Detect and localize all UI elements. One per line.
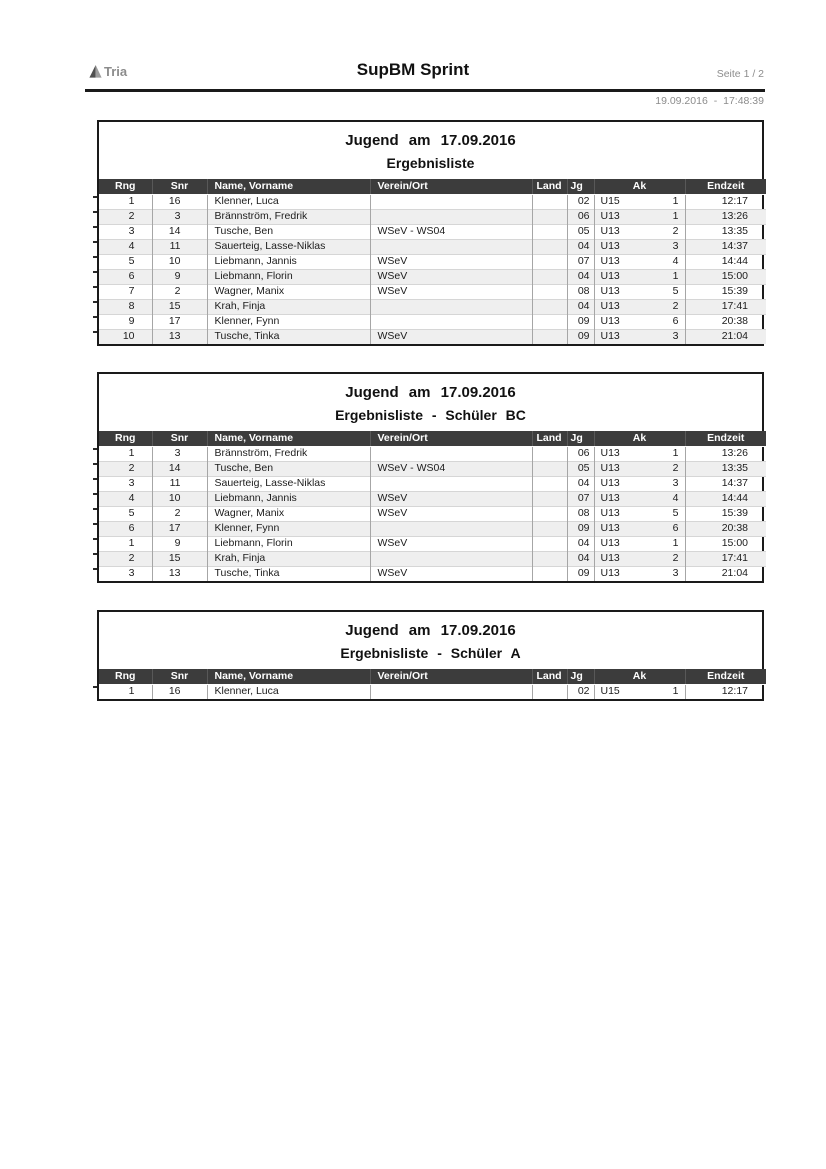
- cell-age-class-rank: 6: [639, 314, 685, 329]
- cell-club: WSeV - WS04: [370, 461, 532, 476]
- cell-rank: 3: [99, 476, 152, 491]
- cell-rank: 2: [99, 551, 152, 566]
- cell-name: Wagner, Manix: [207, 506, 370, 521]
- cell-start-number: 16: [152, 684, 207, 699]
- cell-age-class-rank: 1: [639, 269, 685, 284]
- cell-age-class-rank: 3: [639, 566, 685, 581]
- column-header-ak: Ak: [594, 669, 685, 684]
- table-subtitle: Ergebnisliste - Schüler BC: [335, 407, 526, 423]
- cell-finish-time: 21:04: [685, 329, 766, 344]
- cell-year-of-birth: 06: [567, 209, 594, 224]
- cell-country: [532, 194, 567, 209]
- cell-finish-time: 14:37: [685, 239, 766, 254]
- cell-name: Sauerteig, Lasse-Niklas: [207, 239, 370, 254]
- table-title: Jugend am 17.09.2016: [345, 384, 516, 401]
- table-row: [99, 536, 766, 551]
- results-section-schueler-a: [97, 610, 764, 701]
- table-row: [99, 254, 766, 269]
- cell-year-of-birth: 08: [567, 284, 594, 299]
- table-title: Jugend am 17.09.2016: [345, 622, 516, 639]
- cell-club: WSeV: [370, 566, 532, 581]
- column-header-land: Land: [532, 669, 567, 684]
- cell-club: WSeV: [370, 491, 532, 506]
- cell-year-of-birth: 09: [567, 314, 594, 329]
- column-header-name: Name, Vorname: [207, 179, 370, 194]
- cell-start-number: 14: [152, 224, 207, 239]
- cell-age-class-rank: 1: [639, 446, 685, 461]
- cell-country: [532, 491, 567, 506]
- table-row: [99, 521, 766, 536]
- cell-age-class: U13: [594, 329, 639, 344]
- cell-finish-time: 17:41: [685, 299, 766, 314]
- cell-start-number: 17: [152, 521, 207, 536]
- cell-year-of-birth: 04: [567, 269, 594, 284]
- column-header-verein-ort: Verein/Ort: [370, 431, 532, 446]
- cell-club: [370, 239, 532, 254]
- cell-country: [532, 239, 567, 254]
- cell-start-number: 9: [152, 536, 207, 551]
- cell-country: [532, 461, 567, 476]
- cell-finish-time: 20:38: [685, 521, 766, 536]
- cell-age-class-rank: 1: [639, 536, 685, 551]
- cell-age-class: U13: [594, 314, 639, 329]
- cell-name: Klenner, Fynn: [207, 521, 370, 536]
- cell-club: [370, 209, 532, 224]
- cell-year-of-birth: 08: [567, 506, 594, 521]
- cell-country: [532, 224, 567, 239]
- cell-name: Wagner, Manix: [207, 284, 370, 299]
- cell-year-of-birth: 04: [567, 299, 594, 314]
- cell-finish-time: 13:35: [685, 461, 766, 476]
- cell-age-class: U13: [594, 536, 639, 551]
- cell-rank: 2: [99, 461, 152, 476]
- table-row: [99, 224, 766, 239]
- cell-name: Sauerteig, Lasse-Niklas: [207, 476, 370, 491]
- table-row: [99, 491, 766, 506]
- cell-age-class: U13: [594, 254, 639, 269]
- cell-finish-time: 14:44: [685, 491, 766, 506]
- table-row: [99, 551, 766, 566]
- cell-finish-time: 13:26: [721, 447, 748, 459]
- column-header-row: [99, 669, 766, 684]
- cell-start-number: 11: [152, 239, 207, 254]
- cell-rank: 5: [99, 506, 152, 521]
- cell-finish-time: 20:38: [685, 314, 766, 329]
- table-row: [99, 314, 766, 329]
- cell-country: [532, 521, 567, 536]
- print-marks: [93, 686, 97, 701]
- cell-age-class-rank: 2: [639, 551, 685, 566]
- cell-year-of-birth: 04: [567, 476, 594, 491]
- table-row: [99, 299, 766, 314]
- table-subtitle: Ergebnisliste: [386, 155, 475, 171]
- cell-age-class: U13: [594, 239, 639, 254]
- cell-year-of-birth: 09: [567, 566, 594, 581]
- table-row: [99, 566, 766, 581]
- cell-finish-time: 13:26: [685, 209, 766, 224]
- cell-rank: 9: [99, 314, 152, 329]
- cell-year-of-birth: 09: [567, 329, 594, 344]
- results-section-schueler-bc: [97, 372, 764, 583]
- cell-age-class-rank: 5: [639, 506, 685, 521]
- cell-age-class: U13: [594, 224, 639, 239]
- cell-year-of-birth: 02: [567, 684, 594, 699]
- cell-club: WSeV: [370, 284, 532, 299]
- logo-text: Tria: [104, 64, 128, 79]
- cell-rank: 5: [99, 254, 152, 269]
- cell-country: [532, 329, 567, 344]
- cell-country: [532, 551, 567, 566]
- cell-country: [532, 566, 567, 581]
- cell-age-class-rank: 3: [639, 476, 685, 491]
- cell-start-number: 10: [152, 491, 207, 506]
- cell-rank: 7: [99, 284, 152, 299]
- cell-age-class: U13: [594, 299, 639, 314]
- cell-year-of-birth: 06: [567, 446, 594, 461]
- cell-age-class-rank: 4: [639, 491, 685, 506]
- cell-age-class-rank: 3: [639, 239, 685, 254]
- cell-name: Liebmann, Florin: [207, 536, 370, 551]
- table-row: [99, 684, 766, 699]
- cell-name: Brännström, Fredrik: [207, 209, 370, 224]
- cell-country: [532, 684, 567, 699]
- cell-name: Tusche, Ben: [207, 224, 370, 239]
- column-header-jg: Jg: [567, 669, 594, 684]
- table-row: [99, 194, 766, 209]
- cell-age-class: U15: [600, 195, 620, 207]
- cell-year-of-birth: 04: [567, 536, 594, 551]
- cell-club: [370, 551, 532, 566]
- cell-name: Klenner, Luca: [207, 194, 370, 209]
- cell-start-number: 11: [152, 476, 207, 491]
- cell-club: WSeV - WS04: [370, 224, 532, 239]
- cell-age-class: U13: [594, 476, 639, 491]
- cell-age-class: U13: [594, 551, 639, 566]
- cell-finish-time: 14:37: [685, 476, 766, 491]
- cell-age-class: U13: [594, 491, 639, 506]
- cell-age-class-rank: 5: [639, 284, 685, 299]
- table-row: [99, 329, 766, 344]
- column-header-verein-ort: Verein/Ort: [370, 669, 532, 684]
- cell-finish-time: 13:35: [685, 224, 766, 239]
- cell-start-number: 13: [152, 329, 207, 344]
- column-header-jg: Jg: [567, 179, 594, 194]
- column-header-row: [99, 179, 766, 194]
- cell-rank: 3: [99, 224, 152, 239]
- cell-year-of-birth: 07: [567, 491, 594, 506]
- cell-rank: 2: [99, 209, 152, 224]
- cell-age-class-rank: 1: [639, 684, 685, 699]
- cell-finish-time: 15:00: [685, 269, 766, 284]
- cell-country: [532, 299, 567, 314]
- cell-rank: 6: [99, 269, 152, 284]
- cell-finish-time: 12:17: [721, 195, 748, 207]
- cell-club: [370, 446, 532, 461]
- cell-rank: 6: [99, 521, 152, 536]
- cell-age-class: U13: [594, 284, 639, 299]
- cell-name: Tusche, Ben: [207, 461, 370, 476]
- cell-rank: 4: [99, 239, 152, 254]
- cell-club: WSeV: [370, 329, 532, 344]
- table-row: [99, 269, 766, 284]
- cell-name: Tusche, Tinka: [207, 566, 370, 581]
- cell-age-class: U13: [594, 506, 639, 521]
- cell-start-number: 2: [152, 506, 207, 521]
- results-section-jugend: [97, 120, 764, 346]
- header-rule: [85, 89, 765, 92]
- cell-rank: 1: [99, 446, 152, 461]
- cell-age-class: U13: [594, 566, 639, 581]
- column-header-endzeit: Endzeit: [685, 179, 766, 194]
- column-header-endzeit: Endzeit: [685, 669, 766, 684]
- cell-rank: 1: [99, 684, 152, 699]
- cell-start-number: 13: [152, 566, 207, 581]
- cell-club: WSeV: [370, 254, 532, 269]
- cell-finish-time: 21:04: [685, 566, 766, 581]
- cell-name: Klenner, Luca: [207, 684, 370, 699]
- cell-name: Krah, Finja: [207, 299, 370, 314]
- cell-start-number: 14: [152, 461, 207, 476]
- table-row: [99, 506, 766, 521]
- page-number: Seite 1 / 2: [716, 68, 764, 80]
- cell-rank: 4: [99, 491, 152, 506]
- cell-age-class-rank: 2: [639, 461, 685, 476]
- cell-country: [532, 536, 567, 551]
- cell-club: WSeV: [370, 269, 532, 284]
- cell-age-class: U13: [594, 461, 639, 476]
- column-header-verein-ort: Verein/Ort: [370, 179, 532, 194]
- cell-country: [532, 476, 567, 491]
- column-header-snr: Snr: [152, 669, 207, 684]
- cell-age-class: U13: [594, 209, 639, 224]
- cell-name: Tusche, Tinka: [207, 329, 370, 344]
- cell-start-number: 3: [152, 209, 207, 224]
- cell-start-number: 3: [152, 446, 207, 461]
- cell-age-class-rank: 6: [639, 521, 685, 536]
- table-row: [99, 461, 766, 476]
- cell-age-class-rank: 1: [639, 209, 685, 224]
- cell-country: [532, 506, 567, 521]
- cell-finish-time: 15:39: [685, 284, 766, 299]
- cell-rank: 1: [99, 194, 152, 209]
- cell-age-class: U13: [594, 521, 639, 536]
- table-row: [99, 239, 766, 254]
- column-header-row: [99, 431, 766, 446]
- results-table: [99, 431, 766, 581]
- column-header-name: Name, Vorname: [207, 431, 370, 446]
- column-header-endzeit: Endzeit: [685, 431, 766, 446]
- cell-start-number: 15: [152, 551, 207, 566]
- cell-country: [532, 254, 567, 269]
- table-row: [99, 209, 766, 224]
- column-header-rng: Rng: [99, 179, 152, 194]
- cell-rank: 1: [99, 536, 152, 551]
- cell-start-number: 10: [152, 254, 207, 269]
- results-table: [99, 179, 766, 344]
- results-table: [99, 669, 766, 699]
- print-datetime: 19.09.2016 - 17:48:39: [655, 95, 764, 107]
- cell-finish-time: 15:39: [685, 506, 766, 521]
- column-header-rng: Rng: [99, 669, 152, 684]
- cell-age-class: U15: [600, 685, 620, 698]
- cell-age-class-rank: 4: [639, 254, 685, 269]
- cell-year-of-birth: 02: [567, 194, 594, 209]
- cell-name: Krah, Finja: [207, 551, 370, 566]
- cell-finish-time: 14:44: [685, 254, 766, 269]
- cell-age-class-rank: 3: [639, 329, 685, 344]
- cell-club: WSeV: [370, 536, 532, 551]
- cell-age-class-rank: 1: [639, 194, 685, 209]
- cell-club: [370, 684, 532, 699]
- cell-club: WSeV: [370, 506, 532, 521]
- cell-rank: 8: [99, 299, 152, 314]
- column-header-snr: Snr: [152, 431, 207, 446]
- column-header-land: Land: [532, 431, 567, 446]
- column-header-land: Land: [532, 179, 567, 194]
- print-marks: [93, 196, 97, 346]
- cell-name: Brännström, Fredrik: [207, 446, 370, 461]
- column-header-ak: Ak: [594, 179, 685, 194]
- cell-age-class-rank: 2: [639, 299, 685, 314]
- cell-name: Liebmann, Florin: [207, 269, 370, 284]
- cell-country: [532, 284, 567, 299]
- cell-country: [532, 446, 567, 461]
- cell-age-class: U13: [600, 447, 620, 459]
- cell-year-of-birth: 07: [567, 254, 594, 269]
- table-subtitle: Ergebnisliste - Schüler A: [340, 645, 521, 661]
- cell-finish-time: 12:17: [721, 685, 748, 698]
- table-row: [99, 284, 766, 299]
- cell-club: [370, 299, 532, 314]
- cell-club: [370, 194, 532, 209]
- column-header-rng: Rng: [99, 431, 152, 446]
- cell-finish-time: 17:41: [685, 551, 766, 566]
- cell-year-of-birth: 04: [567, 239, 594, 254]
- table-row: [99, 446, 766, 461]
- cell-year-of-birth: 05: [567, 224, 594, 239]
- doc-title: SupBM Sprint: [356, 60, 470, 79]
- cell-start-number: 17: [152, 314, 207, 329]
- cell-rank: 3: [99, 566, 152, 581]
- cell-club: [370, 476, 532, 491]
- column-header-snr: Snr: [152, 179, 207, 194]
- cell-name: Liebmann, Jannis: [207, 491, 370, 506]
- cell-start-number: 2: [152, 284, 207, 299]
- column-header-name: Name, Vorname: [207, 669, 370, 684]
- cell-age-class-rank: 2: [639, 224, 685, 239]
- cell-club: [370, 314, 532, 329]
- cell-start-number: 15: [152, 299, 207, 314]
- print-marks: [93, 448, 97, 583]
- cell-country: [532, 209, 567, 224]
- cell-age-class: U13: [594, 269, 639, 284]
- column-header-ak: Ak: [594, 431, 685, 446]
- cell-country: [532, 314, 567, 329]
- cell-name: Liebmann, Jannis: [207, 254, 370, 269]
- table-title: Jugend am 17.09.2016: [345, 132, 516, 149]
- cell-country: [532, 269, 567, 284]
- table-row: [99, 476, 766, 491]
- cell-finish-time: 15:00: [685, 536, 766, 551]
- cell-rank: 10: [99, 329, 152, 344]
- cell-club: [370, 521, 532, 536]
- cell-year-of-birth: 04: [567, 551, 594, 566]
- cell-year-of-birth: 09: [567, 521, 594, 536]
- cell-year-of-birth: 05: [567, 461, 594, 476]
- cell-start-number: 9: [152, 269, 207, 284]
- cell-start-number: 16: [152, 194, 207, 209]
- cell-name: Klenner, Fynn: [207, 314, 370, 329]
- column-header-jg: Jg: [567, 431, 594, 446]
